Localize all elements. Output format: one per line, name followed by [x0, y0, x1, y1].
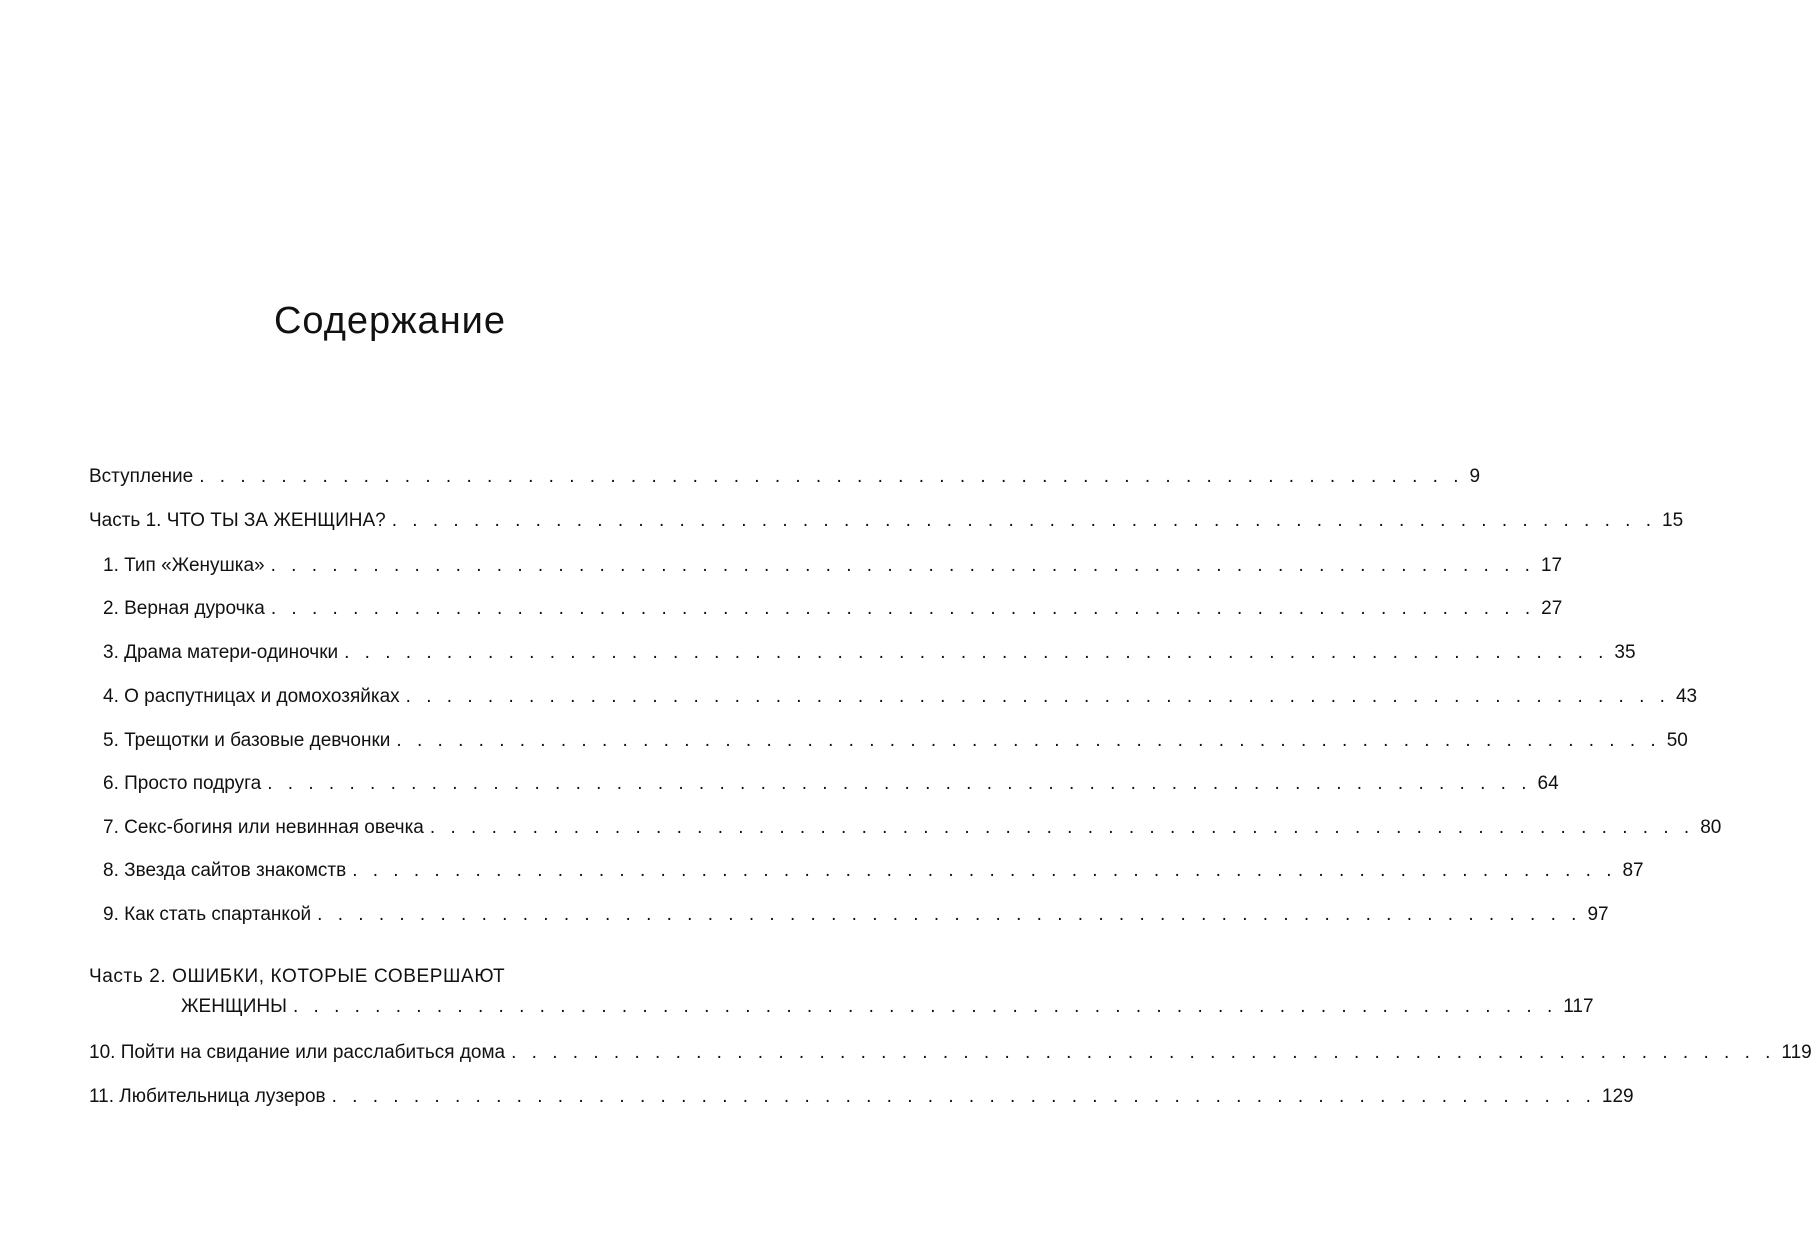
dot-leader: . . . . . . . . . . . . . . . . . . . . . . . . . . . . . . . . . . . . . . . . . . . . . . . . . . . . . . . . . . . . . . — [352, 860, 1617, 881]
dot-leader: . . . . . . . . . . . . . . . . . . . . . . . . . . . . . . . . . . . . . . . . . . . . . . . . . . . . . . . . . . . . . . — [270, 555, 1535, 576]
toc-entry-page: 64 — [1537, 773, 1559, 794]
toc-entry-chapter-10[interactable] — [89, 1042, 1812, 1068]
toc-entry-page: 117 — [1563, 996, 1594, 1017]
toc-entry-chapter-7[interactable] — [103, 817, 1722, 843]
toc-entry-label: 8. Звезда сайтов знакомств — [103, 860, 347, 881]
toc-entry-page: 35 — [1614, 642, 1636, 663]
toc-entry-chapter-5[interactable] — [103, 730, 1688, 756]
toc-entry-intro[interactable] — [89, 466, 1481, 492]
toc-entry-part1[interactable] — [89, 510, 1684, 536]
dot-leader: . . . . . . . . . . . . . . . . . . . . . . . . . . . . . . . . . . . . . . . . . . . . . . . . . . . . . . . . . . . . . . — [511, 1042, 1776, 1063]
dot-leader: . . . . . . . . . . . . . . . . . . . . . . . . . . . . . . . . . . . . . . . . . . . . . . . . . . . . . . . . . . . . . . — [391, 510, 1657, 531]
toc-entry-chapter-3[interactable] — [103, 642, 1636, 668]
toc-entry-chapter-2[interactable] — [103, 598, 1563, 624]
dot-leader: . . . . . . . . . . . . . . . . . . . . . . . . . . . . . . . . . . . . . . . . . . . . . . . . . . . . . . . . . . . . . . — [396, 730, 1661, 751]
toc-entry-page: 50 — [1666, 730, 1688, 751]
page-title: Содержание — [273, 300, 507, 342]
toc-entry-label: 6. Просто подруга — [103, 773, 262, 794]
toc-entry-label: 5. Трещотки и базовые девчонки — [103, 730, 391, 751]
toc-entry-label: 3. Драма матери-одиночки — [103, 642, 339, 663]
toc-entry-chapter-11[interactable] — [89, 1086, 1634, 1112]
toc-entry-label: Вступление — [89, 466, 194, 487]
toc-entry-chapter-8[interactable] — [103, 860, 1644, 886]
toc-entry-page: 129 — [1601, 1086, 1634, 1107]
dot-leader: . . . . . . . . . . . . . . . . . . . . . . . . . . . . . . . . . . . . . . . . . . . . . . . . . . . . . . . . . . . . . . — [331, 1086, 1596, 1107]
toc-entry-chapter-4[interactable] — [103, 686, 1698, 712]
dot-leader: . . . . . . . . . . . . . . . . . . . . . . . . . . . . . . . . . . . . . . . . . . . . . . . . . . . . . . . . . . . . . . — [344, 642, 1609, 663]
toc-entry-label: 7. Секс-богиня или невинная овечка — [103, 817, 424, 838]
toc-entry-chapter-6[interactable] — [103, 773, 1559, 799]
toc-entry-page: 27 — [1541, 598, 1563, 619]
toc-entry-part2-line1[interactable]: Часть 2. ОШИБКИ, КОТОРЫЕ СОВЕРШАЮТ — [89, 966, 506, 987]
dot-leader: . . . . . . . . . . . . . . . . . . . . . . . . . . . . . . . . . . . . . . . . . . . . . . . . . . . . . . . . . . . . . . — [199, 466, 1464, 487]
toc-entry-page: 17 — [1540, 555, 1563, 576]
dot-leader: . . . . . . . . . . . . . . . . . . . . . . . . . . . . . . . . . . . . . . . . . . . . . . . . . . . . . . . . . . . . . . — [405, 686, 1670, 707]
toc-entry-chapter-9[interactable] — [103, 904, 1609, 930]
toc-entry-label: 10. Пойти на свидание или расслабиться дома — [89, 1042, 506, 1063]
toc-entry-chapter-1[interactable] — [103, 555, 1563, 581]
dot-leader: . . . . . . . . . . . . . . . . . . . . . . . . . . . . . . . . . . . . . . . . . . . . . . . . . . . . . . . . . . . . . . — [270, 598, 1536, 619]
dot-leader: . . . . . . . . . . . . . . . . . . . . . . . . . . . . . . . . . . . . . . . . . . . . . . . . . . . . . . . . . . . . . . — [317, 904, 1582, 925]
toc-entry-label: 9. Как стать спартанкой — [103, 904, 312, 925]
toc-entry-label: 11. Любительница лузеров — [89, 1086, 326, 1107]
dot-leader: . . . . . . . . . . . . . . . . . . . . . . . . . . . . . . . . . . . . . . . . . . . . . . . . . . . . . . . . . . . . . . — [267, 773, 1532, 794]
toc-entry-page: 97 — [1587, 904, 1609, 925]
dot-leader: . . . . . . . . . . . . . . . . . . . . . . . . . . . . . . . . . . . . . . . . . . . . . . . . . . . . . . . . . . . . . . — [429, 817, 1695, 838]
toc-entry-label: Часть 1. ЧТО ТЫ ЗА ЖЕНЩИНА? — [89, 510, 386, 531]
toc-entry-page: 15 — [1662, 510, 1684, 531]
dot-leader: . . . . . . . . . . . . . . . . . . . . . . . . . . . . . . . . . . . . . . . . . . . . . . . . . . . . . . . . . . . . . . — [292, 996, 1558, 1017]
toc-entry-label: 4. О распутницах и домохозяйках — [103, 686, 400, 707]
toc-entry-page: 80 — [1700, 817, 1722, 838]
toc-entry-page: 119 — [1781, 1042, 1812, 1063]
toc-entry-page: 87 — [1622, 860, 1644, 881]
toc-entry-label: ЖЕНЩИНЫ — [181, 996, 287, 1017]
toc-entry-label: 2. Верная дурочка — [103, 598, 265, 619]
toc-entry-page: 9 — [1469, 466, 1481, 487]
toc-entry-part2[interactable] — [181, 996, 1594, 1022]
toc-entry-label: 1. Тип «Женушка» — [103, 555, 265, 576]
toc-entry-page: 43 — [1675, 686, 1698, 707]
